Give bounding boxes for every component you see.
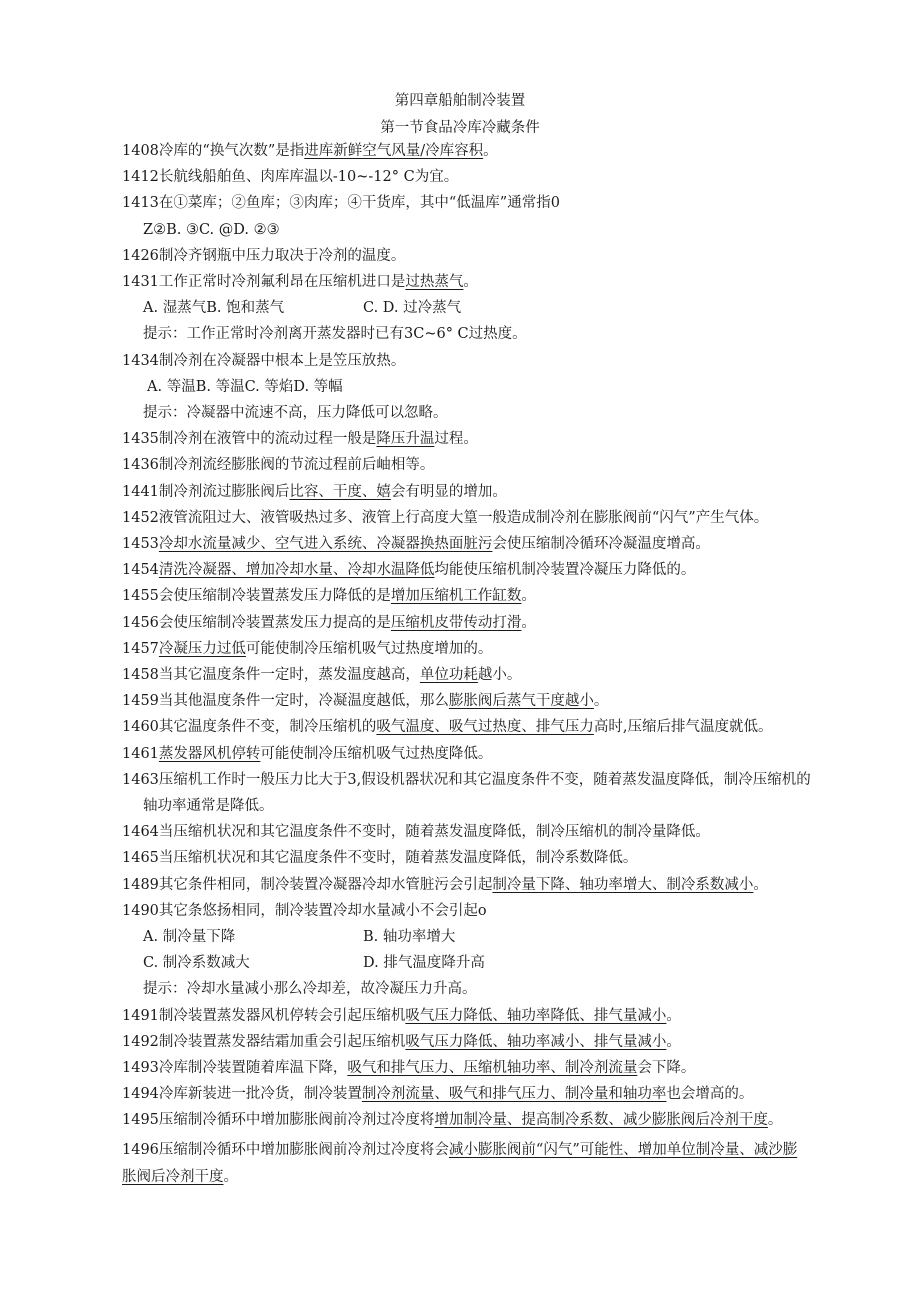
line-text: 。: [767, 1112, 783, 1129]
line-text: 。: [666, 1007, 681, 1024]
underlined-answer: 制冷剂流量、吸气和排气压力、制冷量和轴功率: [361, 1086, 667, 1103]
line-text: 1465当压缩机状况和其它温度条件不变时，随着蒸发温度降低，制冷系数降低。: [122, 850, 638, 867]
document-line: [122, 639, 802, 659]
document-line: [122, 167, 802, 187]
line-text: 会有明显的增加。: [390, 483, 507, 500]
line-text: 1434制冷剂在冷凝器中根本上是笠压放热。: [122, 352, 406, 369]
line-text: 会下降。: [637, 1060, 696, 1076]
document-line: [143, 220, 823, 240]
document-line: [122, 717, 802, 737]
underlined-answer: 增加制冷量、提高制冷系数、减少膨胀阀后冷剂干度: [434, 1112, 768, 1129]
answer-option: A. 湿蒸气B. 饱和蒸气: [143, 300, 285, 317]
document-line: [122, 193, 802, 213]
document-line: [122, 822, 802, 842]
line-text: 1454: [122, 562, 159, 579]
line-text: 1492制冷装置蒸发器结霜加重会引起压缩机: [122, 1033, 406, 1050]
document-line: [122, 455, 802, 475]
line-text: 均能使压缩机制冷装置冷凝压力降低的。: [434, 562, 696, 579]
document-line: [143, 979, 823, 999]
document-line: [122, 351, 802, 371]
document-line: [122, 613, 802, 633]
underlined-answer: 降压升温: [376, 431, 435, 448]
line-text: 1456会使压缩制冷装置蒸发压力提高的是: [122, 614, 391, 631]
line-text: 1452液管流阻过大、液管吸热过多、液管上行高度大篁一般造成制冷剂在膨胀阀前“闪气”产生气体。: [122, 509, 769, 526]
line-text: 轴功率通常是降低。: [143, 798, 274, 814]
underlined-answer: 单位功耗: [419, 667, 478, 683]
document-line: [122, 1032, 802, 1052]
line-text: 可能使制冷压缩机吸气过热度降低。: [260, 745, 493, 762]
underlined-answer: 压缩机皮带传动打滑: [390, 614, 522, 631]
document-line: [122, 848, 802, 868]
line-text: 1490其它条悠扬相同，制冷装置冷却水量减小不会引起o: [122, 902, 487, 919]
document-line: [122, 586, 802, 606]
document-line: [122, 1084, 802, 1104]
line-text: 。: [463, 274, 478, 290]
line-text: 。: [593, 693, 609, 710]
line-text: 1426制冷齐钢瓶中压力取决于冷剂的温度。: [122, 247, 406, 264]
line-text: 可能使制冷压缩机吸气过热度增加的。: [245, 640, 493, 657]
line-text: 。: [666, 1033, 681, 1050]
underlined-answer: 吸气压力降低、轴功率降低、排气量减小: [405, 1007, 667, 1024]
line-text: 1436制冷剂流经膨胀阀的节流过程前后岫相等。: [122, 457, 435, 474]
document-line: [143, 403, 823, 423]
line-text: 过程。: [434, 431, 478, 448]
line-text: 1412长航线船舶鱼、肉库库温以-10~-12° C为宜。: [122, 169, 459, 186]
underlined-answer: 吸气温度、吸气过热度、排气压力: [376, 719, 594, 736]
line-text: 提示：冷凝器中流速不高，压力降低可以忽略。: [143, 405, 448, 421]
line-text: 1441制冷剂流过膨胀阀后: [122, 483, 290, 500]
underlined-answer: 过热蒸气: [405, 274, 464, 290]
document-line: [122, 272, 802, 292]
line-text: 提示：工作正常时冷剂离开蒸发器时已有3C~6° C过热度。: [143, 326, 527, 343]
line-text: 1408冷库的“换气次数”是指: [122, 143, 305, 159]
underlined-answer: 减小膨胀阀前“闪气”可能性、增加单位制冷量、减沙膨胀阀后冷剂干度: [122, 1141, 798, 1185]
underlined-answer: 膨胀阀后蒸气干度越小: [448, 693, 594, 710]
line-text: 1494冷库新装进一批冷货，制冷装置: [122, 1086, 362, 1103]
document-line: [143, 953, 823, 973]
answer-option: C. D. 过冷蒸气: [363, 300, 462, 317]
document-line: [122, 744, 802, 764]
underlined-answer: 制冷量下降、轴功率增大、制冷系数减小: [492, 876, 754, 893]
line-text: 越小。: [477, 667, 522, 683]
document-line: [122, 691, 802, 711]
answer-option: C. 制冷系数减大: [143, 955, 250, 972]
line-text: 1493冷库制冷装置随着库温下降，: [122, 1060, 348, 1076]
line-text: Z②B. ③C. @D. ②③: [143, 221, 280, 238]
line-text: 提示：冷却水量减小那么冷却差，故冷凝压力升高。: [143, 981, 477, 998]
underlined-answer: 进库新鲜空气风量/冷库容积: [304, 143, 484, 159]
line-text: 1491制冷装置蒸发器风机停转会引起压缩机: [122, 1007, 406, 1024]
line-text: 。: [753, 876, 768, 893]
line-text: 1461: [122, 745, 159, 762]
line-text: 1489其它条件相同，制冷装置冷凝器冷却水管脏污会引起: [122, 876, 493, 893]
document-line: [122, 534, 802, 554]
document-line: [122, 429, 802, 449]
line-text: 1455会使压缩制冷装置蒸发压力降低的是: [122, 588, 391, 605]
underlined-answer: 清洗冷凝器、增加冷却水量、冷却水温降低: [158, 562, 435, 579]
document-line: [122, 1137, 802, 1191]
line-text: 1463压缩机工作时一般压力比大于3,假设机器状况和其它温度条件不变，随着蒸发温度降低，制冷压缩机的: [122, 771, 811, 788]
document-line: [122, 1058, 802, 1078]
answer-option: B. 轴功率增大: [363, 929, 456, 945]
document-line: [122, 1110, 802, 1130]
underlined-answer: 嬉: [376, 483, 391, 500]
document-line: [122, 1006, 802, 1026]
line-text: A. 等温B. 等温C. 等焰D. 等幅: [147, 378, 343, 395]
document-line: [143, 927, 823, 947]
line-text: 1495压缩制冷循环中增加膨胀阀前冷剂过冷度将: [122, 1112, 435, 1129]
section-title: 第一节食品冷库冷藏条件: [380, 120, 540, 136]
line-text: 1457: [122, 640, 159, 657]
document-line: [122, 901, 802, 921]
document-line: [122, 246, 802, 266]
document-line: [122, 141, 802, 161]
line-text: 1496压缩制冷循环中增加膨胀阀前冷剂过冷度将会: [122, 1141, 449, 1158]
document-line: [122, 508, 802, 528]
document-line: [143, 796, 823, 816]
document-line: [122, 482, 802, 502]
line-text: 会使压缩制冷循环冷凝温度增高。: [492, 536, 710, 552]
line-text: 1413在①菜库；②鱼库；③肉库；④干货库，其中“低温库”通常指0: [122, 195, 560, 212]
answer-option: D. 排气温度降升高: [363, 955, 485, 972]
document-line: [122, 875, 802, 895]
line-text: 。: [521, 614, 536, 631]
underlined-answer: 蒸发器风机停转: [158, 745, 261, 762]
line-text: 也会增高的。: [666, 1086, 754, 1103]
document-line: [122, 560, 802, 580]
underlined-answer: 冷却水流量减少、空气进入系统、冷凝器换热面脏污: [158, 536, 493, 552]
line-text: 。: [521, 588, 536, 605]
line-text: 1431工作正常时冷剂氟利昂在压缩机进口是: [122, 274, 406, 290]
underlined-answer: 吸气和排气压力、压缩机轴功率、制冷剂流量: [347, 1060, 638, 1076]
document-line: [143, 298, 823, 318]
document-line: [122, 665, 802, 685]
line-text: 1460其它温度条件不变，制冷压缩机的: [122, 719, 377, 736]
underlined-answer: 增加压缩机工作缸数: [390, 588, 522, 605]
underlined-answer: 冷凝压力过低: [158, 640, 246, 657]
underlined-answer: 比容、干度、: [289, 483, 377, 500]
underlined-answer: 吸气压力降低、轴功率减小、排气量减小: [405, 1033, 667, 1050]
line-text: 。: [483, 143, 498, 159]
document-line: [147, 377, 827, 397]
line-text: 1459当其他温度条件一定时，冷凝温度越低，那么: [122, 693, 449, 710]
line-text: 1435制冷剂在液管中的流动过程一般是: [122, 431, 377, 448]
document-line: [143, 324, 823, 344]
answer-option: A. 制冷量下降: [143, 929, 236, 945]
chapter-title: 第四章船舶制冷装置: [394, 93, 526, 109]
line-text: 1458当其它温度条件一定时，蒸发温度越高，: [122, 667, 420, 683]
line-text: 1453: [122, 536, 159, 552]
line-text: 1464当压缩机状况和其它温度条件不变时，随着蒸发温度降低，制冷压缩机的制冷量降低。: [122, 824, 710, 841]
document-line: [122, 770, 811, 790]
line-text: 高时,压缩后排气温度就低。: [593, 719, 773, 736]
line-text: 。: [223, 1168, 238, 1185]
